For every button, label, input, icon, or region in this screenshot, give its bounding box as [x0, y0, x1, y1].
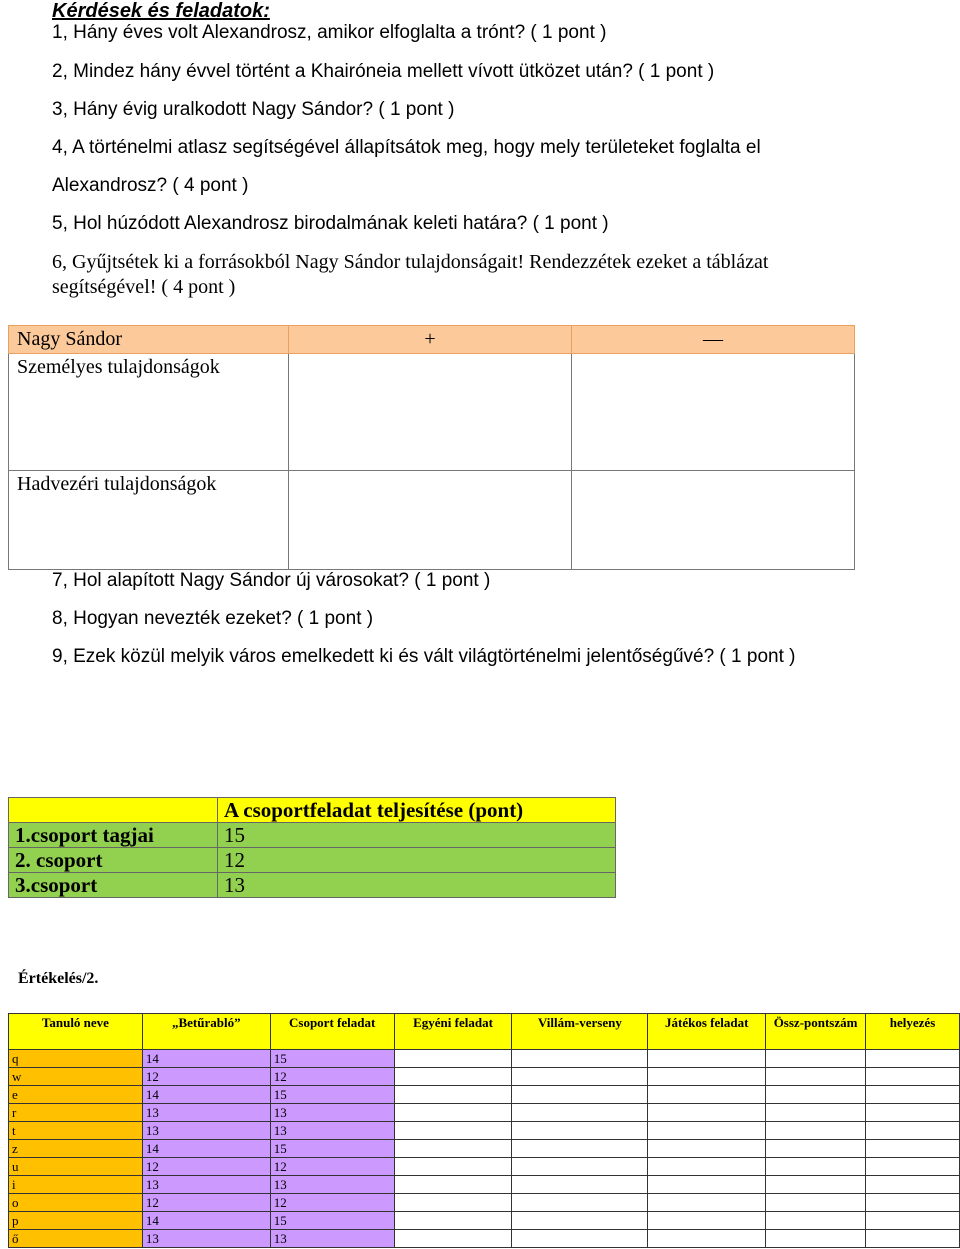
traits-row-label: Hadvezéri tulajdonságok — [9, 471, 289, 570]
total-cell[interactable] — [766, 1230, 866, 1248]
lightning-cell[interactable] — [512, 1104, 648, 1122]
group-task-score: 13 — [270, 1122, 394, 1140]
question-9: 9, Ezek közül melyik város emelkedett ki és vált világtörténelmi jelentőségűvé? ( 1 pont ) — [52, 646, 796, 667]
game-task-cell[interactable] — [648, 1176, 766, 1194]
evaluation-table — [8, 1013, 960, 1248]
total-cell[interactable] — [766, 1122, 866, 1140]
individual-task-cell[interactable] — [394, 1068, 512, 1086]
question-4-line-1: 4, A történelmi atlasz segítségével állapítsátok meg, hogy mely területeket foglalta el — [52, 137, 761, 158]
game-task-cell[interactable] — [648, 1140, 766, 1158]
game-task-cell[interactable] — [648, 1158, 766, 1176]
group-task-score: 12 — [270, 1068, 394, 1086]
traits-header-plus: + — [289, 326, 572, 354]
lightning-cell[interactable] — [512, 1212, 648, 1230]
lightning-cell[interactable] — [512, 1176, 648, 1194]
individual-task-cell[interactable] — [394, 1176, 512, 1194]
traits-cell-plus[interactable] — [289, 471, 572, 570]
question-6-line-1: 6, Gyűjtsétek ki a forrásokból Nagy Sándor tulajdonságait! Rendezzétek ezeket a táblázat — [52, 251, 769, 273]
group-task-score: 12 — [270, 1194, 394, 1212]
group-header-empty — [9, 798, 218, 823]
student-name: ő — [9, 1230, 143, 1248]
lightning-cell[interactable] — [512, 1158, 648, 1176]
group-name: 2. csoport — [9, 848, 218, 873]
col-header-total: Össz-pontszám — [766, 1014, 866, 1050]
evaluation-row — [9, 1194, 960, 1212]
question-3: 3, Hány évig uralkodott Nagy Sándor? ( 1 pont ) — [52, 99, 455, 120]
question-7: 7, Hol alapított Nagy Sándor új városokat? ( 1 pont ) — [52, 570, 491, 591]
student-name: u — [9, 1158, 143, 1176]
group-row — [9, 823, 616, 848]
evaluation-row — [9, 1140, 960, 1158]
traits-cell-plus[interactable] — [289, 354, 572, 471]
question-1: 1, Hány éves volt Alexandrosz, amikor elfoglalta a trónt? ( 1 pont ) — [52, 22, 607, 43]
individual-task-cell[interactable] — [394, 1086, 512, 1104]
question-2: 2, Mindez hány évvel történt a Khairóneia mellett vívott ütközet után? ( 1 pont ) — [52, 61, 715, 82]
evaluation-title: Értékelés/2. — [18, 970, 99, 987]
betrablo-score: 13 — [142, 1176, 270, 1194]
rank-cell[interactable] — [866, 1176, 960, 1194]
rank-cell[interactable] — [866, 1122, 960, 1140]
group-row — [9, 848, 616, 873]
game-task-cell[interactable] — [648, 1068, 766, 1086]
group-header-row — [9, 798, 616, 823]
lightning-cell[interactable] — [512, 1086, 648, 1104]
lightning-cell[interactable] — [512, 1068, 648, 1086]
total-cell[interactable] — [766, 1158, 866, 1176]
rank-cell[interactable] — [866, 1230, 960, 1248]
evaluation-row — [9, 1212, 960, 1230]
group-score: 12 — [218, 848, 616, 873]
total-cell[interactable] — [766, 1068, 866, 1086]
group-row — [9, 873, 616, 898]
game-task-cell[interactable] — [648, 1194, 766, 1212]
group-task-score: 15 — [270, 1140, 394, 1158]
individual-task-cell[interactable] — [394, 1104, 512, 1122]
student-name: p — [9, 1212, 143, 1230]
total-cell[interactable] — [766, 1176, 866, 1194]
rank-cell[interactable] — [866, 1068, 960, 1086]
game-task-cell[interactable] — [648, 1086, 766, 1104]
group-task-score: 15 — [270, 1050, 394, 1068]
lightning-cell[interactable] — [512, 1050, 648, 1068]
individual-task-cell[interactable] — [394, 1194, 512, 1212]
evaluation-row — [9, 1158, 960, 1176]
group-task-score: 13 — [270, 1104, 394, 1122]
evaluation-row — [9, 1068, 960, 1086]
traits-header-minus: — — [572, 326, 855, 354]
rank-cell[interactable] — [866, 1050, 960, 1068]
game-task-cell[interactable] — [648, 1122, 766, 1140]
student-name: z — [9, 1140, 143, 1158]
rank-cell[interactable] — [866, 1158, 960, 1176]
col-header-lightning: Villám-verseny — [512, 1014, 648, 1050]
evaluation-header-row — [9, 1014, 960, 1050]
total-cell[interactable] — [766, 1140, 866, 1158]
game-task-cell[interactable] — [648, 1212, 766, 1230]
evaluation-row — [9, 1176, 960, 1194]
traits-table — [8, 325, 855, 570]
evaluation-row — [9, 1122, 960, 1140]
student-name: o — [9, 1194, 143, 1212]
betrablo-score: 13 — [142, 1230, 270, 1248]
rank-cell[interactable] — [866, 1104, 960, 1122]
group-name: 1.csoport tagjai — [9, 823, 218, 848]
betrablo-score: 13 — [142, 1104, 270, 1122]
student-name: t — [9, 1122, 143, 1140]
total-cell[interactable] — [766, 1194, 866, 1212]
betrablo-score: 14 — [142, 1050, 270, 1068]
betrablo-score: 12 — [142, 1068, 270, 1086]
betrablo-score: 14 — [142, 1086, 270, 1104]
col-header-individual: Egyéni feladat — [394, 1014, 512, 1050]
traits-row-personal — [9, 354, 855, 471]
game-task-cell[interactable] — [648, 1230, 766, 1248]
betrablo-score: 14 — [142, 1212, 270, 1230]
group-task-score: 15 — [270, 1086, 394, 1104]
group-task-score: 12 — [270, 1158, 394, 1176]
betrablo-score: 14 — [142, 1140, 270, 1158]
col-header-group: Csoport feladat — [270, 1014, 394, 1050]
individual-task-cell[interactable] — [394, 1230, 512, 1248]
lightning-cell[interactable] — [512, 1230, 648, 1248]
betrablo-score: 12 — [142, 1158, 270, 1176]
traits-header-name: Nagy Sándor — [9, 326, 289, 354]
lightning-cell[interactable] — [512, 1140, 648, 1158]
col-header-name: Tanuló neve — [9, 1014, 143, 1050]
col-header-rank: helyezés — [866, 1014, 960, 1050]
evaluation-row — [9, 1104, 960, 1122]
student-name: e — [9, 1086, 143, 1104]
total-cell[interactable] — [766, 1050, 866, 1068]
group-header-title: A csoportfeladat teljesítése (pont) — [218, 798, 616, 823]
question-6-line-2: segítségével! ( 4 pont ) — [52, 276, 236, 298]
betrablo-score: 13 — [142, 1122, 270, 1140]
lightning-cell[interactable] — [512, 1194, 648, 1212]
col-header-game: Játékos feladat — [648, 1014, 766, 1050]
rank-cell[interactable] — [866, 1140, 960, 1158]
game-task-cell[interactable] — [648, 1050, 766, 1068]
traits-cell-minus[interactable] — [572, 471, 855, 570]
evaluation-row — [9, 1086, 960, 1104]
total-cell[interactable] — [766, 1086, 866, 1104]
question-8: 8, Hogyan nevezték ezeket? ( 1 pont ) — [52, 608, 374, 629]
traits-cell-minus[interactable] — [572, 354, 855, 471]
rank-cell[interactable] — [866, 1194, 960, 1212]
evaluation-row — [9, 1230, 960, 1248]
student-name: r — [9, 1104, 143, 1122]
group-name: 3.csoport — [9, 873, 218, 898]
group-task-score: 15 — [270, 1212, 394, 1230]
page-heading: Kérdések és feladatok: — [52, 0, 270, 22]
betrablo-score: 12 — [142, 1194, 270, 1212]
lightning-cell[interactable] — [512, 1122, 648, 1140]
traits-header-row — [9, 326, 855, 354]
group-task-score: 13 — [270, 1176, 394, 1194]
game-task-cell[interactable] — [648, 1104, 766, 1122]
individual-task-cell[interactable] — [394, 1158, 512, 1176]
traits-row-military — [9, 471, 855, 570]
question-4-line-2: Alexandrosz? ( 4 pont ) — [52, 175, 249, 196]
group-score: 15 — [218, 823, 616, 848]
individual-task-cell[interactable] — [394, 1050, 512, 1068]
total-cell[interactable] — [766, 1104, 866, 1122]
rank-cell[interactable] — [866, 1212, 960, 1230]
individual-task-cell[interactable] — [394, 1140, 512, 1158]
group-score: 13 — [218, 873, 616, 898]
rank-cell[interactable] — [866, 1086, 960, 1104]
question-5: 5, Hol húzódott Alexandrosz birodalmának keleti határa? ( 1 pont ) — [52, 213, 609, 234]
group-score-table — [8, 797, 616, 898]
total-cell[interactable] — [766, 1212, 866, 1230]
student-name: i — [9, 1176, 143, 1194]
student-name: w — [9, 1068, 143, 1086]
individual-task-cell[interactable] — [394, 1212, 512, 1230]
col-header-betrablo: „Betűrabló” — [142, 1014, 270, 1050]
traits-row-label: Személyes tulajdonságok — [9, 354, 289, 471]
evaluation-row — [9, 1050, 960, 1068]
group-task-score: 13 — [270, 1230, 394, 1248]
student-name: q — [9, 1050, 143, 1068]
individual-task-cell[interactable] — [394, 1122, 512, 1140]
